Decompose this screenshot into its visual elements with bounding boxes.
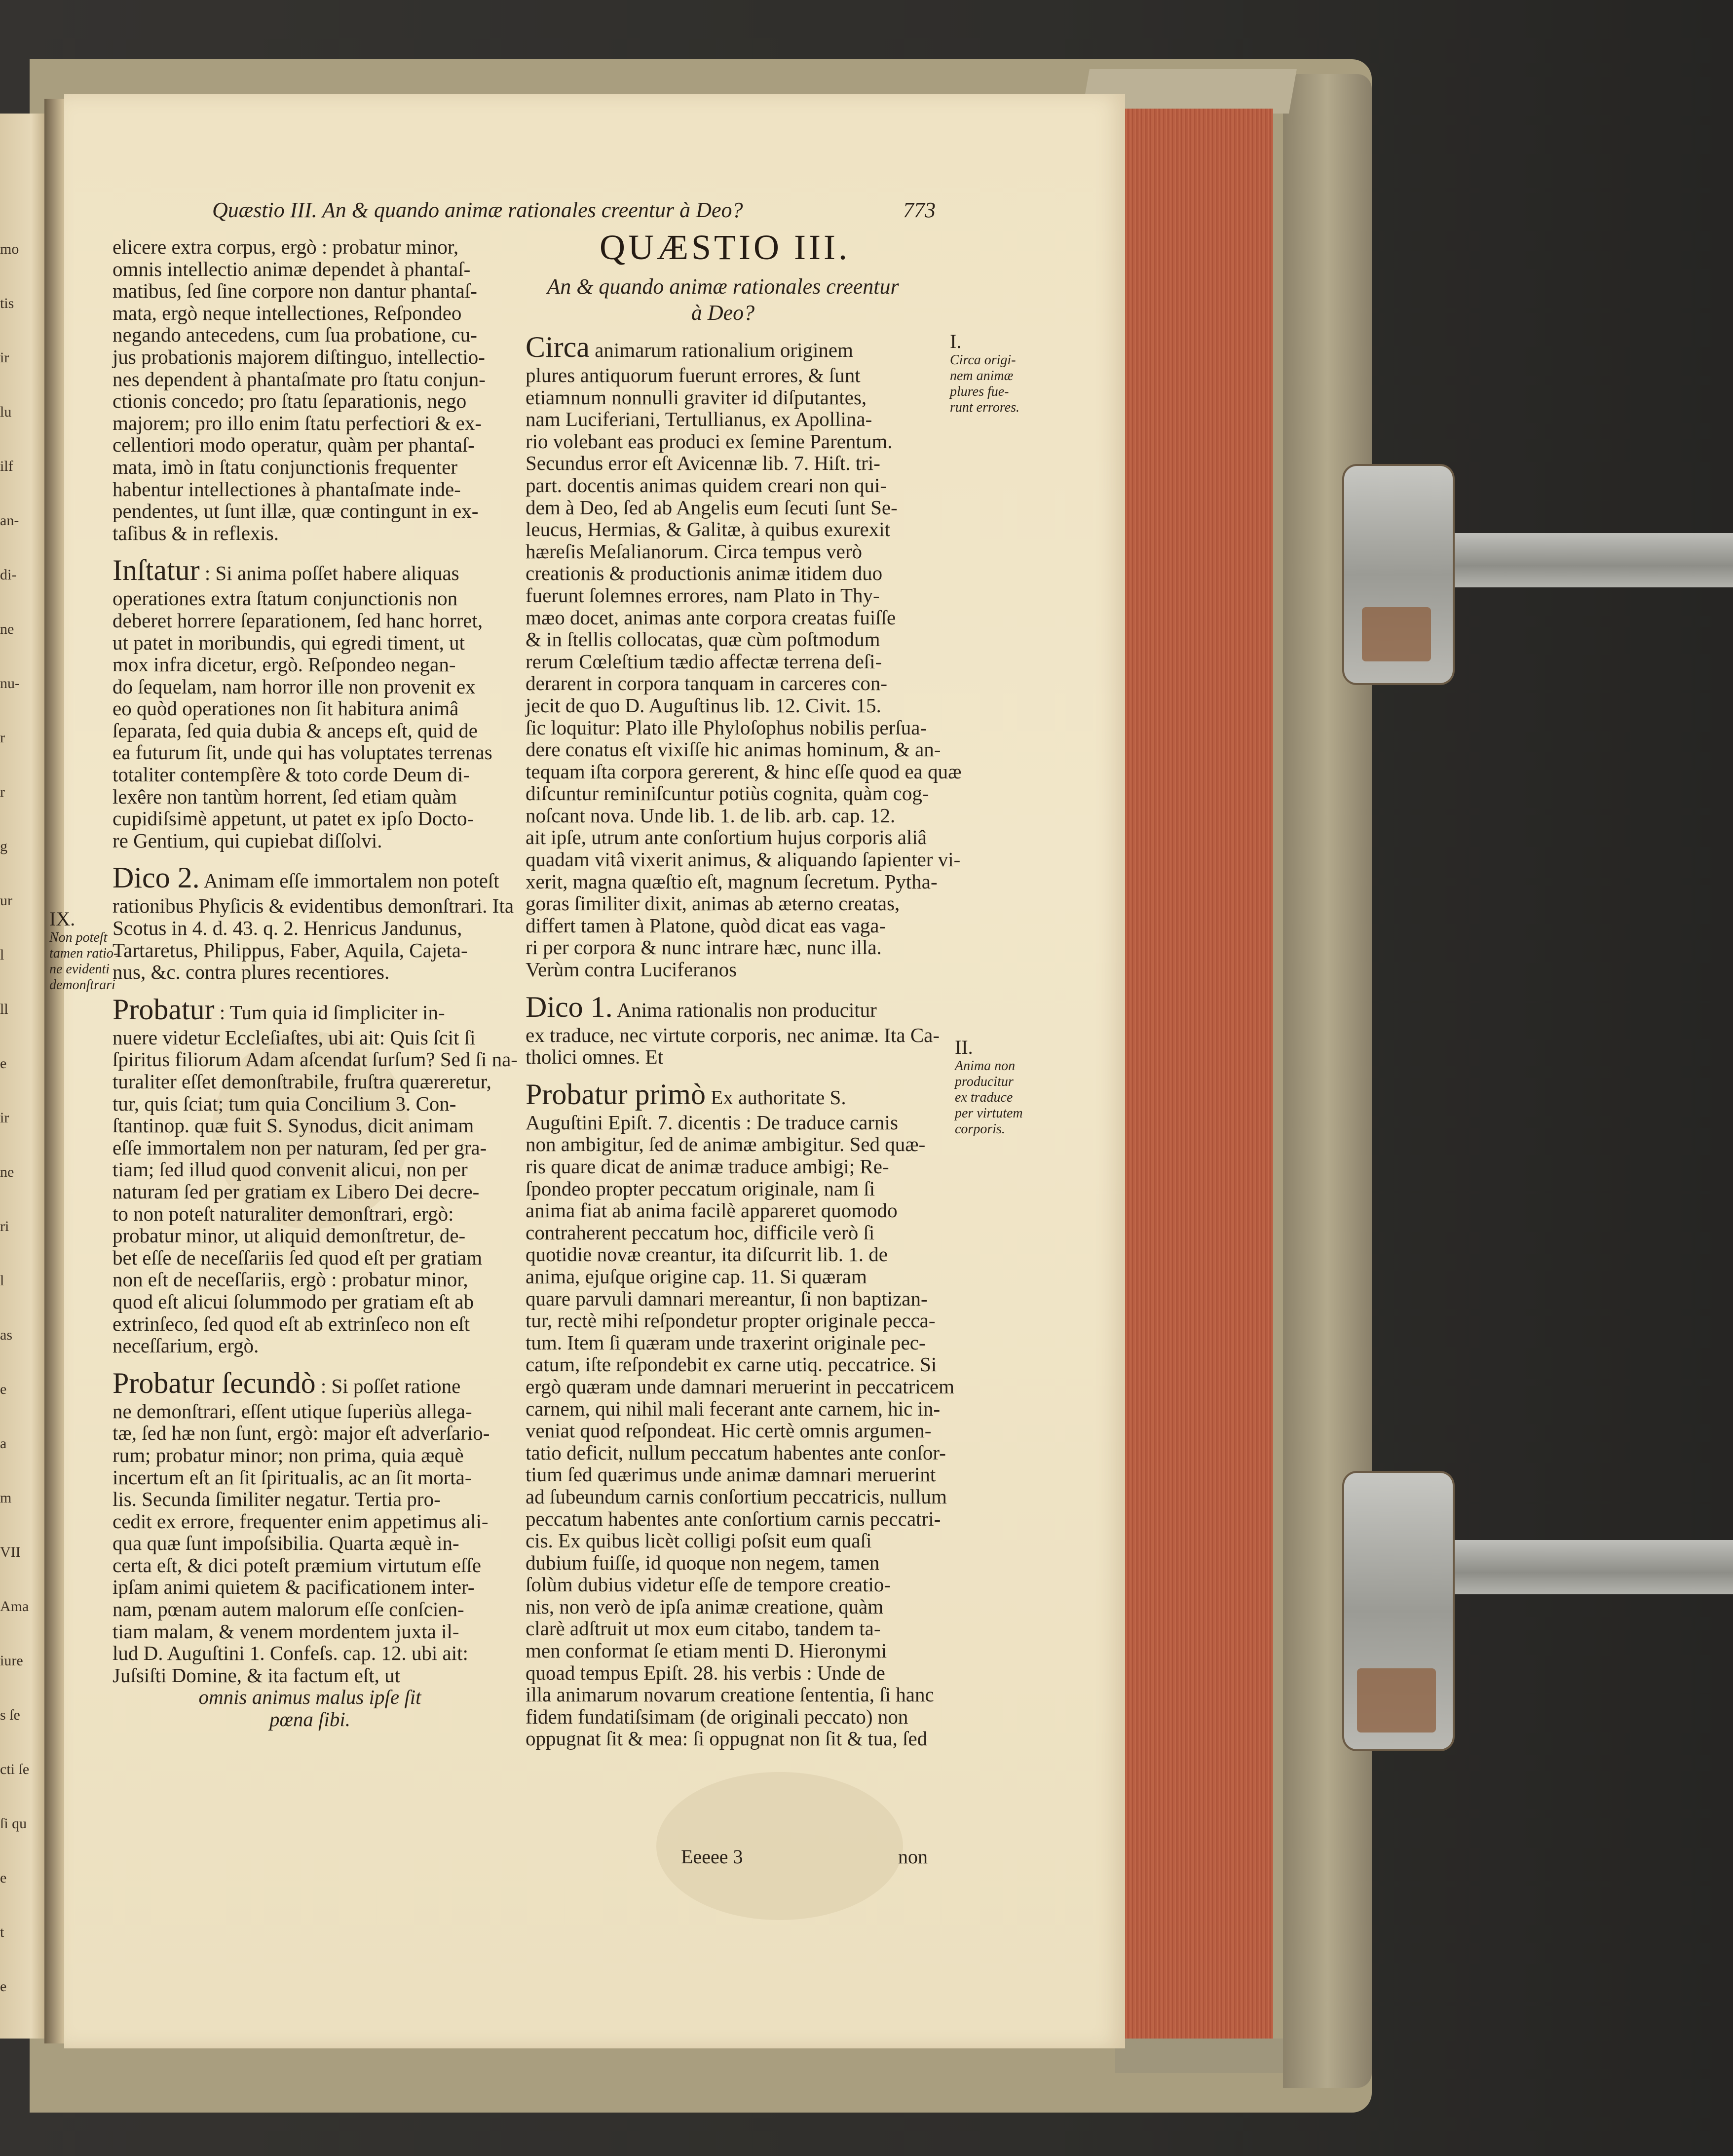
left-fragment-line: ne <box>0 621 14 637</box>
margin-note-line: tamen ratio- <box>49 946 118 961</box>
right-margin-note-1 <box>950 331 1039 416</box>
text-line: rio volebant eas produci ex ſemine Parentum. <box>526 429 893 453</box>
text-line: xerit, magna quæſtio eſt, magnum ſecretum. Pytha- <box>526 870 938 893</box>
left-fragment-line: VII <box>0 1544 21 1560</box>
left-fragment-line: as <box>0 1327 12 1343</box>
text-line: mæo docet, animas ante corpora creatas fuiſſe <box>526 606 896 629</box>
text-line: plures antiquorum fuerunt errores, & ſunt <box>526 364 861 386</box>
text-line: ipſam animi quietem & pacificationem inter- <box>113 1576 475 1599</box>
question-subtitle: An & quando animæ rationales creentur <box>547 274 899 299</box>
text-line: tiam malam, & venem mordentem juxta il- <box>113 1619 459 1643</box>
text-line: mata, imò in ſtatu conjunctionis frequenter <box>113 455 458 478</box>
text-line: hæreſis Meſalianorum. Circa tempus verò <box>526 539 863 563</box>
margin-note-line: producitur <box>955 1074 1014 1089</box>
margin-note-line: nem animæ <box>950 368 1014 384</box>
left-fragment-line: ir <box>0 1110 9 1126</box>
margin-note-line: demonſtrari <box>49 977 115 993</box>
text-line: dem à Deo, ſed ab Angelis eum ſecuti ſunt Se- <box>526 496 898 519</box>
left-fragment-line: r <box>0 730 5 746</box>
left-fragment-line: di- <box>0 567 17 583</box>
text-line: Juſsiſti Domine, & ita factum eſt, ut <box>113 1663 401 1687</box>
text-line: dubium fuiſſe, id quoque non negem, tamen <box>526 1551 880 1574</box>
paragraph-gap <box>113 544 507 553</box>
left-page-fragment <box>0 114 44 2039</box>
text-line: Probatur primò Ex authoritate S. <box>526 1078 846 1111</box>
text-line: omnis animus malus ipſe ſit <box>198 1686 421 1709</box>
signature-mark: Eeeee 3 <box>681 1846 743 1868</box>
text-line: cis. Ex quibus licèt colligi poſsit eum quaſi <box>526 1529 872 1552</box>
text-line: veniat quod reſpondeat. Hic certè omnis argumen- <box>526 1419 932 1442</box>
upper-clasp-strap <box>1431 533 1733 587</box>
text-line: clarè adſtruit ut mox eum citabo, tandem ta- <box>526 1617 881 1640</box>
text-line: ſic loquitur: Plato ille Phyloſophus nobilis perſua- <box>526 716 927 739</box>
page-number: 773 <box>903 198 936 222</box>
text-line: & in ſtellis collocatas, quæ cùm poſtmodum <box>526 628 880 651</box>
text-line: eſſe immortalem non per naturam, ſed per gra- <box>113 1136 487 1159</box>
text-line: creationis & productionis animæ itidem duo <box>526 562 883 585</box>
margin-note-line: ne evidenti <box>49 962 110 977</box>
text-line: jecit de quo D. Auguſtinus lib. 12. Civit. 15. <box>526 693 881 717</box>
text-line: re Gentium, qui cupiebat diſſolvi. <box>113 829 382 852</box>
text-line: negando antecedens, cum ſua probatione, cu- <box>113 323 477 346</box>
text-line: tiam; ſed illud quod convenit alicui, non per <box>113 1158 468 1181</box>
text-line: ris quare dicat de animæ traduce ambigi; Re- <box>526 1155 889 1178</box>
text-line: nuere videtur Eccleſiaſtes, ubi ait: Quis ſcit ſi <box>113 1026 476 1049</box>
book-cover-edge <box>1283 74 1372 2088</box>
text-line: quare parvuli damnari mereantur, ſi non baptizan- <box>526 1287 928 1310</box>
left-fragment-line: tis <box>0 295 14 311</box>
text-line: quod eſt alicui ſolummodo per gratiam eſt ab <box>113 1290 474 1313</box>
left-fragment-line: ilf <box>0 458 13 474</box>
text-line: lexêre non tantùm horrent, ſed etiam quàm <box>113 785 457 808</box>
text-line: totaliter contempſère & toto corde Deum di- <box>113 763 470 786</box>
text-line: naturam ſed per gratiam ex Libero Dei decre- <box>113 1180 480 1203</box>
text-line: neceſſarium, ergò. <box>113 1334 259 1357</box>
text-line: qua quæ ſunt impoſsibilia. Quarta æquè in- <box>113 1532 459 1555</box>
text-line: lud D. Auguſtini 1. Confeſs. cap. 12. ubi ait: <box>113 1642 468 1665</box>
text-line: noſcant nova. Unde lib. 1. de lib. arb. cap. 12. <box>526 804 896 827</box>
text-line: ne demonſtrari, eſſent utique ſuperiùs allega- <box>113 1399 472 1423</box>
paragraph-gap <box>113 1357 507 1366</box>
text-line: ſeparata, ſed quia dubia & anceps eſt, quid de <box>113 719 478 742</box>
left-fragment-line: s ſe <box>0 1707 20 1723</box>
text-line: deberet horrere ſeparationem, ſed hanc horret, <box>113 609 483 632</box>
text-line: ri per corpora & nunc intrare hæc, nunc illa. <box>526 936 882 959</box>
right-margin-note-2 <box>955 1037 1044 1137</box>
text-line: ea futurum ſit, unde qui has voluptates terrenas <box>113 741 492 764</box>
text-line: ergò quæram unde damnari meruerint in peccatricem <box>526 1375 955 1398</box>
text-line: tum. Item ſi quæram unde traxerint originale pec- <box>526 1331 926 1354</box>
left-fragment-line: e <box>0 1870 7 1886</box>
text-line: dere conatus eſt vixiſſe hic animas hominum, & an- <box>526 738 941 761</box>
text-line: catum, iſte reſpondebit ex carne utiq. peccatrice. Si <box>526 1353 937 1376</box>
text-line: Tartaretus, Philippus, Faber, Aquila, Cajeta- <box>113 938 468 962</box>
left-fragment-line: e <box>0 1381 7 1397</box>
text-line: Dico 1. Anima rationalis non producitur <box>526 990 877 1023</box>
running-head: Quæstio III. An & quando animæ rationales creentur à Deo? <box>212 198 743 222</box>
text-line: Circa animarum rationalium originem <box>526 331 853 363</box>
question-title: QUÆSTIO III. <box>600 228 850 267</box>
text-line: mox infra dicetur, ergò. Reſpondeo negan- <box>113 653 456 676</box>
left-fragment-line: Ama <box>0 1598 29 1615</box>
lower-clasp-rust <box>1357 1668 1436 1732</box>
paragraph-gap <box>526 1068 955 1077</box>
text-line: tur, quis ſciat; tum quia Concilium 3. Con- <box>113 1092 456 1115</box>
text-line: quadam vitâ vixerit animus, & aliquando ſapienter vi- <box>526 848 961 871</box>
left-fragment-line: e <box>0 1978 7 1995</box>
text-line: ſpondeo propter peccatum originale, nam ſi <box>526 1177 875 1200</box>
left-fragment-line: r <box>0 784 5 800</box>
text-line: tequam iſta corpora gererent, & hinc eſſe quod ea quæ <box>526 760 962 783</box>
cover-bottom-edge <box>1115 2039 1283 2073</box>
text-line: certa eſt, & dici poteſt præmium virtutum eſſe <box>113 1553 481 1577</box>
text-line: Inſtatur : Si anima poſſet habere aliquas <box>113 554 459 587</box>
text-line: tæ, ſed hæ non ſunt, ergò: major eſt adverſario- <box>113 1422 490 1445</box>
catchword: non <box>898 1846 928 1868</box>
text-line: non eſt de neceſſariis, ergò : probatur minor, <box>113 1268 468 1291</box>
text-line: probatur minor, ut aliquid demonſtretur, de- <box>113 1224 466 1247</box>
text-line: nes dependent à phantaſmate pro ſtatu conjun- <box>113 367 486 390</box>
margin-note-number: II. <box>955 1036 973 1058</box>
text-line: Probatur ſecundò : Si poſſet ratione <box>113 1366 461 1399</box>
left-fragment-line: lu <box>0 404 12 420</box>
margin-note-line: plures fue- <box>950 384 1009 399</box>
text-line: etiamnum nonnulli graviter id diſputantes, <box>526 385 867 409</box>
text-line: Verùm contra Luciferanos <box>526 958 737 981</box>
paragraph-gap <box>526 981 955 990</box>
text-line: omnis intellectio animæ dependet à phantaſ- <box>113 257 471 280</box>
text-line: quotidie novæ creantur, ita diſcurrit lib. 1. de <box>526 1243 888 1266</box>
text-line: tur, rectè mihi reſpondetur propter originale pecca- <box>526 1309 936 1332</box>
text-line: ſtantinop. quæ fuit S. Synodus, dicit animam <box>113 1114 474 1137</box>
margin-note-line: per virtutem <box>955 1106 1023 1121</box>
text-line: rerum Cœleſtium tædio affectæ terrena deſi- <box>526 650 882 673</box>
paragraph-gap <box>113 983 507 992</box>
text-line: anima fiat ab anima facilè appareret quomodo <box>526 1199 898 1222</box>
text-line: ut patet in moribundis, qui egredi timent, ut <box>113 631 465 654</box>
text-line: do ſequelam, nam horror ille non provenit ex <box>113 675 476 698</box>
page-fore-edge <box>1125 109 1273 2048</box>
text-line: bet eſſe de neceſſariis ſed quod eſt per gratiam <box>113 1246 483 1269</box>
text-line: leucus, Hermias, & Galitæ, à quibus exurexit <box>526 518 890 541</box>
text-line: eo quòd operationes non ſit habitura animâ <box>113 697 459 720</box>
text-line: fidem fundatiſsimam (de originali peccato) non <box>526 1705 908 1728</box>
text-line: habentur intellectiones à phantaſmate inde- <box>113 477 461 500</box>
text-line: pendentes, ut ſunt illæ, quæ contingunt in ex- <box>113 500 479 523</box>
left-fragment-line: mo <box>0 241 19 257</box>
text-line: incertum eſt an ſit ſpiritualis, ac an ſit morta- <box>113 1465 472 1489</box>
margin-note-number: IX. <box>49 908 75 930</box>
left-fragment-line: ſi qu <box>0 1815 27 1832</box>
text-line: pœna ſibi. <box>269 1708 351 1731</box>
margin-note-line: corporis. <box>955 1121 1005 1137</box>
left-fragment-line: cti ſe <box>0 1761 30 1777</box>
left-fragment-line: ri <box>0 1218 9 1234</box>
margin-note-line: Anima non <box>955 1058 1016 1074</box>
text-line: nam Luciferiani, Tertullianus, ex Apollina- <box>526 408 872 431</box>
text-line: ctionis concedo; pro ſtatu ſeparationis, nego <box>113 389 467 413</box>
text-line: majorem; pro illo enim ſtatu perfectiori & ex- <box>113 411 482 434</box>
text-line: matibus, ſed ſine corpore non dantur phantaſ- <box>113 279 477 303</box>
left-text-column <box>113 235 518 1731</box>
lower-clasp-strap <box>1431 1540 1733 1594</box>
text-line: taſibus & in reflexis. <box>113 521 279 544</box>
margin-note-line: Circa origi- <box>950 352 1016 368</box>
left-fragment-line: an- <box>0 512 19 529</box>
left-fragment-line: ir <box>0 349 9 366</box>
left-fragment-line: e <box>0 1055 7 1072</box>
text-line: nam, pœnam autem malorum eſſe conſcien- <box>113 1598 464 1621</box>
upper-clasp-rust <box>1362 607 1431 661</box>
left-fragment-line: t <box>0 1924 4 1940</box>
text-line: contraherent peccatum hoc, difficile verò ſi <box>526 1221 875 1244</box>
paragraph-gap <box>113 851 507 860</box>
text-line: lis. Secunda ſimiliter negatur. Tertia pro- <box>113 1488 441 1511</box>
text-line: elicere extra corpus, ergò : probatur minor, <box>113 235 459 258</box>
text-line: cedit ex errore, frequenter enim appetimus ali- <box>113 1509 489 1533</box>
text-line: tatio deficit, nullum peccatum habentes ante conſor- <box>526 1441 946 1464</box>
text-line: nis, non verò de ipſa animæ creatione, quàm <box>526 1595 884 1618</box>
text-line: fuerunt ſolemnes errores, nam Plato in Thy- <box>526 583 880 607</box>
text-line: nus, &c. contra plures recentiores. <box>113 961 390 984</box>
text-line: carnem, qui nihil mali fecerant ante carnem, hic in- <box>526 1397 941 1420</box>
left-fragment-line: ur <box>0 892 12 909</box>
text-line: ſpiritus filiorum Adam aſcendat ſurſum? Sed ſi na- <box>113 1048 518 1071</box>
margin-note-line: ex traduce <box>955 1090 1013 1105</box>
left-fragment-line: l <box>0 1272 4 1289</box>
text-line: cupidiſsimè appetunt, ut patet ex ipſo Docto- <box>113 807 474 830</box>
text-line: mata, ergò neque intellectiones, Reſpondeo <box>113 301 462 324</box>
left-fragment-line: ne <box>0 1164 14 1180</box>
text-line: anima, ejuſque origine cap. 11. Si quæram <box>526 1265 867 1288</box>
text-line: Secundus error eſt Avicennæ lib. 7. Hiſt. tri- <box>526 452 880 475</box>
left-fragment-line: ll <box>0 1001 8 1017</box>
text-line: operationes extra ſtatum conjunctionis non <box>113 587 458 610</box>
left-fragment-line: l <box>0 947 4 963</box>
text-line: ex traduce, nec virtute corporis, nec animæ. Ita Ca- <box>526 1023 940 1046</box>
left-fragment-line: a <box>0 1435 7 1452</box>
text-line: turaliter eſſet demonſtrabile, fruſtra quæreretur, <box>113 1070 491 1093</box>
text-line: quoad tempus Epiſt. 28. his verbis : Unde de <box>526 1661 885 1684</box>
text-line: ſolùm dubius videtur eſſe de tempore creatio- <box>526 1573 891 1596</box>
right-text-column <box>526 330 962 1750</box>
text-line: Probatur : Tum quia id ſimpliciter in- <box>113 993 445 1026</box>
text-line: to non poteſt naturaliter demonſtrari, ergò: <box>113 1202 454 1225</box>
text-line: derarent in corpora tanquam in carceres con- <box>526 672 888 695</box>
text-line: differt tamen à Platone, quòd dicat eas vaga- <box>526 914 886 937</box>
text-line: ait ipſe, utrum ante conſortium hujus corporis aliâ <box>526 826 927 849</box>
text-line: jus probationis majorem diſtinguo, intellectio- <box>113 345 485 368</box>
left-margin-note <box>49 908 118 993</box>
text-line: diſcuntur reminiſcuntur potiùs cognita, quàm cog- <box>526 782 929 805</box>
left-fragment-line: nu- <box>0 675 20 692</box>
text-line: extrinſeco, ſed quod eſt ab extrinſeco non eſt <box>113 1312 470 1335</box>
text-line: rationibus Phyſicis & evidentibus demonſtrari. Ita <box>113 894 514 918</box>
text-line: non ambigitur, ſed de animæ ambigitur. Sed quæ- <box>526 1133 926 1156</box>
text-line: Scotus in 4. d. 43. q. 2. Henricus Jandunus, <box>113 917 462 940</box>
margin-note-line: Non poteſt <box>49 930 108 945</box>
text-line: peccatum habentes ante conſortium carnis peccatri- <box>526 1507 941 1530</box>
text-line: tholici omnes. Et <box>526 1045 663 1069</box>
text-line: ad ſubeundum carnis conſortium peccatricis, nullum <box>526 1485 947 1508</box>
left-fragment-line: m <box>0 1490 12 1506</box>
text-line: rum; probatur minor; non prima, quia æquè <box>113 1443 464 1466</box>
question-subtitle-second-line: à Deo? <box>691 301 755 325</box>
text-line: goras ſimiliter dixit, animas ab æterno creatas, <box>526 892 900 915</box>
text-line: illa animarum novarum creatione ſententia, ſi hanc <box>526 1683 934 1706</box>
text-line: Auguſtini Epiſt. 7. dicentis : De traduce carnis <box>526 1111 898 1134</box>
text-line: Dico 2. Animam eſſe immortalem non poteſt <box>113 861 499 894</box>
left-fragment-line: g <box>0 838 7 854</box>
left-fragment-line: iure <box>0 1653 23 1669</box>
text-line: cellentiori modo operatur, quàm per phantaſ- <box>113 433 475 457</box>
margin-note-number: I. <box>950 330 962 352</box>
text-line: tium ſed quærimus unde animæ damnari meruerint <box>526 1463 936 1486</box>
text-line: oppugnat ſit & mea: ſi oppugnat non ſit & tua, ſed <box>526 1727 928 1750</box>
margin-note-line: runt errores. <box>950 400 1020 415</box>
text-line: part. docentis animas quidem creari non qui- <box>526 473 887 497</box>
text-line: men conformat ſe etiam menti D. Hieronymi <box>526 1639 887 1662</box>
